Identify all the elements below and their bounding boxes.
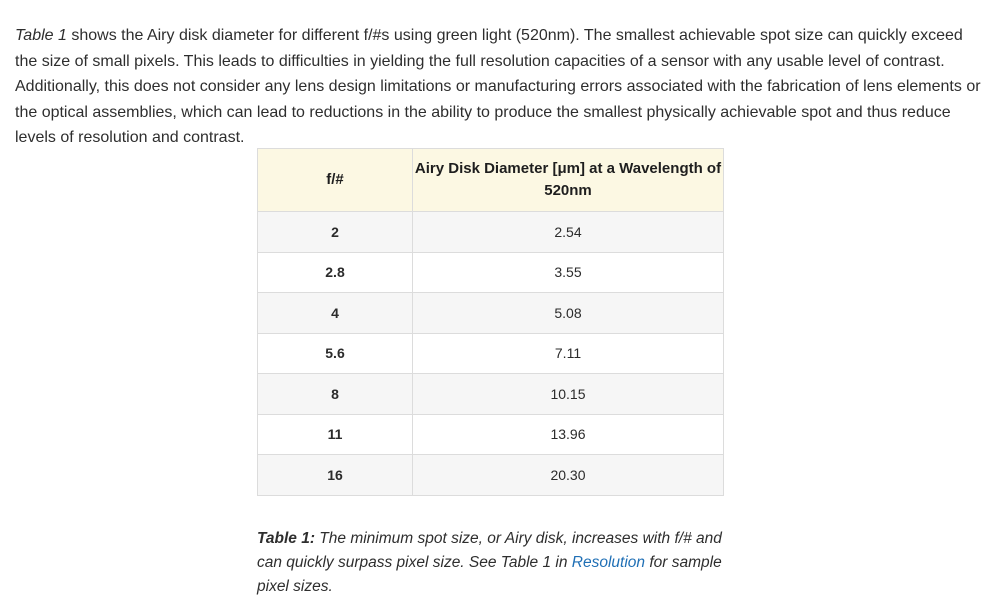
- f-number-cell: 4: [258, 293, 413, 334]
- table-row: [258, 252, 724, 293]
- table-row: [258, 455, 724, 496]
- caption-label: Table 1:: [257, 529, 315, 547]
- intro-paragraph: [15, 23, 981, 151]
- f-number-cell: 5.6: [258, 333, 413, 374]
- intro-text: shows the Airy disk diameter for different f/#s using green light (520nm). The smallest achievable spot size can quickly exceed the size of small pixels. This leads to difficulties in yielding the full resolution capacities of a sensor with any usable level of contrast. Additionally, this does not consider any lens design limitations or manufacturing errors associated with the fabrication of lens elements or the optical assemblies, which can lead to reductions in the ability to produce the smallest physically achievable spot and thus reduce levels of resolution and contrast.: [15, 27, 981, 146]
- caption-text-before: The minimum spot size, or Airy disk, increases with f/# and can quickly surpass pixel size. See Table 1 in: [257, 529, 722, 571]
- diameter-cell: 13.96: [413, 414, 724, 455]
- f-number-cell: 11: [258, 414, 413, 455]
- diameter-cell: 2.54: [413, 212, 724, 253]
- f-number-cell: 16: [258, 455, 413, 496]
- f-number-cell: 8: [258, 374, 413, 415]
- diameter-cell: 10.15: [413, 374, 724, 415]
- resolution-link[interactable]: Resolution: [571, 553, 646, 571]
- header-f-number: f/#: [258, 149, 413, 212]
- table-reference: Table 1: [15, 27, 67, 44]
- table-header-row: [258, 149, 724, 212]
- diameter-cell: 20.30: [413, 455, 724, 496]
- table-caption: [257, 527, 727, 599]
- f-number-cell: 2.8: [258, 252, 413, 293]
- diameter-cell: 7.11: [413, 333, 724, 374]
- table-row: [258, 414, 724, 455]
- airy-disk-table: [257, 148, 724, 496]
- table-row: [258, 374, 724, 415]
- caption-text-after: for sample pixel sizes.: [257, 553, 722, 595]
- header-airy-disk-diameter: Airy Disk Diameter [μm] at a Wavelength of 520nm: [413, 149, 724, 212]
- table-row: [258, 293, 724, 334]
- diameter-cell: 3.55: [413, 252, 724, 293]
- diameter-cell: 5.08: [413, 293, 724, 334]
- table-row: [258, 212, 724, 253]
- table-row: [258, 333, 724, 374]
- f-number-cell: 2: [258, 212, 413, 253]
- airy-disk-table-container: [257, 148, 724, 496]
